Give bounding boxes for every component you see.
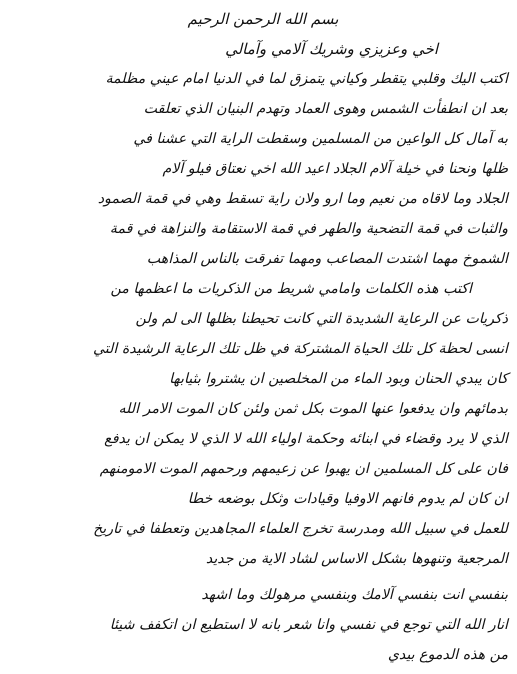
letter-line: الشموخ مهما اشتدت المصاعب ومهما تفرقت بالناس المذاهب xyxy=(146,251,508,267)
letter-line: انسى لحظة كل تلك الحياة المشتركة في ظل تلك الرعاية الرشيدة التي xyxy=(92,341,508,357)
letter-line: بنفسي انت بنفسي آلامك وبنفسي مرهولك وما اشهد xyxy=(201,587,508,603)
letter-line: ان كان لم يدوم فانهم الاوفيا وقيادات وثكل بوضعه خطا xyxy=(187,491,508,507)
letter-line: انار الله التي توجع في نفسي وانا شعر بانه لا استطيع ان اتكفف شيئا xyxy=(109,617,508,633)
letter-line: به آمال كل الواعين من المسلمين وسقطت الراية التي عشنا في xyxy=(133,131,508,147)
letter-line: بدمائهم وان يدفعوا عنها الموت بكل ثمن ولئن كان الموت الامر الله xyxy=(118,401,508,417)
letter-line: كان يبدي الحنان وبود الماء من المخلصين ان يشتروا بثيابها xyxy=(169,371,508,387)
letter-line: الجلاد وما لاقاه من نعيم وما ارو ولان راية تسقط وهي في قمة الصمود xyxy=(97,191,508,207)
letter-line: ذكريات عن الرعاية الشديدة التي كانت تحيطنا بظلها الى لم ولن xyxy=(135,311,508,327)
letter-greeting: اخي وعزيزي وشريك آلامي وآمالي xyxy=(225,40,438,58)
letter-paragraph-1 xyxy=(18,64,508,574)
letter-paragraph-2 xyxy=(18,580,508,670)
letter-line: والثبات في قمة التضحية والطهر في قمة الاستقامة والنزاهة في قمة xyxy=(109,221,508,237)
letter-line: فان على كل المسلمين ان يهبوا عن زعيمهم ورحمهم الموت الامومنهم xyxy=(99,461,508,477)
letter-line: الذي لا يرد وقضاء في ابنائه وحكمة اولياء الله لا الذي لا يمكن ان يدفع xyxy=(104,431,508,447)
letter-line: اكتب هذه الكلمات وامامي شريط من الذكريات ما اعظمها من xyxy=(110,281,472,297)
letter-line: بعد ان انطفأت الشمس وهوى العماد وتهدم البنيان الذي تعلقت xyxy=(143,101,508,117)
handwritten-letter xyxy=(18,8,508,670)
letter-line: للعمل في سبيل الله ومدرسة تخرج العلماء المجاهدين وتعطفا في تاريخ xyxy=(93,521,508,537)
basmala-heading: بسم الله الرحمن الرحيم xyxy=(187,10,339,28)
letter-line: اكتب اليك وقلبي يتقطر وكياني يتمزق لما في الدنيا امام عيني مظلمة xyxy=(105,71,508,87)
letter-line: ظلها ونحنا في خيلة آلام الجلاد اعيد الله اخي نعتاق فيلو آلام xyxy=(162,161,508,177)
letter-line: من هذه الدموع بيدي xyxy=(387,647,508,663)
letter-line: المرجعية وتنهوها بشكل الاساس لشاد الاية من جديد xyxy=(205,551,508,567)
